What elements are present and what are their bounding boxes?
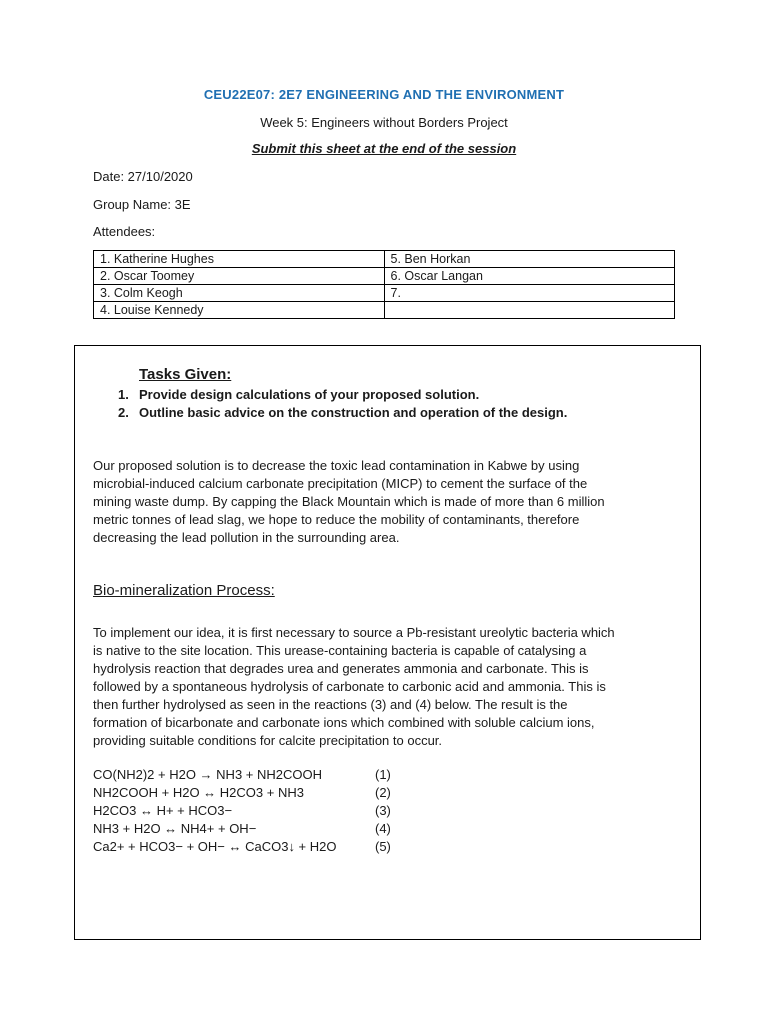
paragraph-line: providing suitable conditions for calcite precipitation to occur.	[93, 733, 443, 748]
biomineralization-heading: Bio-mineralization Process:	[93, 582, 275, 599]
paragraph-line: Our proposed solution is to decrease the toxic lead contamination in Kabwe by using	[93, 458, 580, 473]
table-row	[94, 302, 675, 319]
paragraph-line: decreasing the lead pollution in the surrounding area.	[93, 530, 400, 545]
attendee-cell	[384, 302, 675, 319]
attendee-cell: 1. Katherine Hughes	[94, 251, 385, 268]
equation-text: Ca2+ + HCO3− + OH− ↔ CaCO3↓ + H2O	[93, 839, 337, 854]
equation-text: NH3 + H2O ↔ NH4+ + OH−	[93, 821, 257, 836]
course-title: CEU22E07: 2E7 ENGINEERING AND THE ENVIRONMENT	[203, 87, 565, 102]
equation-number: (1)	[375, 767, 391, 782]
paragraph-line: metric tonnes of lead slag, we hope to reduce the mobility of contaminants, therefore	[93, 512, 580, 527]
equation-text: NH2COOH + H2O ↔ H2CO3 + NH3	[93, 785, 304, 800]
attendees-table	[93, 250, 675, 319]
equation-row	[93, 838, 413, 856]
equation-number: (4)	[375, 821, 391, 836]
week-subtitle: Week 5: Engineers without Borders Project	[260, 115, 508, 130]
attendee-cell: 3. Colm Keogh	[94, 285, 385, 302]
task-number: 2.	[118, 405, 129, 420]
paragraph-line: formation of bicarbonate and carbonate ions which combined with soluble calcium ions,	[93, 715, 595, 730]
task-text: Provide design calculations of your proposed solution.	[139, 387, 480, 402]
table-row	[94, 251, 675, 268]
paragraph-line: To implement our idea, it is first necessary to source a Pb-resistant ureolytic bacteria which	[93, 625, 615, 640]
attendee-cell: 4. Louise Kennedy	[94, 302, 385, 319]
paragraph-line: mining waste dump. By capping the Black Mountain which is made of more than 6 million	[93, 494, 605, 509]
task-text: Outline basic advice on the construction and operation of the design.	[139, 405, 568, 420]
attendee-cell: 2. Oscar Toomey	[94, 268, 385, 285]
equation-row	[93, 820, 413, 838]
table-row	[94, 268, 675, 285]
equation-row	[93, 766, 413, 784]
attendee-cell: 7.	[384, 285, 675, 302]
attendees-label: Attendees:	[93, 224, 156, 239]
equation-number: (2)	[375, 785, 391, 800]
group-name-field: Group Name: 3E	[93, 197, 191, 212]
equation-number: (5)	[375, 839, 391, 854]
equation-text: H2CO3 ↔ H+ + HCO3−	[93, 803, 233, 818]
list-item	[118, 404, 567, 422]
tasks-heading: Tasks Given:	[139, 366, 232, 383]
paragraph-line: microbial-induced calcium carbonate precipitation (MICP) to cement the surface of the	[93, 476, 588, 491]
solution-paragraph	[93, 457, 683, 547]
paragraph-line: then further hydrolysed as seen in the reactions (3) and (4) below. The result is the	[93, 697, 568, 712]
equation-number: (3)	[375, 803, 391, 818]
equation-row	[93, 802, 413, 820]
equation-text: CO(NH2)2 + H2O → NH3 + NH2COOH	[93, 767, 322, 782]
equation-row	[93, 784, 413, 802]
submit-instruction: Submit this sheet at the end of the session	[251, 141, 517, 156]
paragraph-line: followed by a spontaneous hydrolysis of carbonate to carbonic acid and ammonia. This is	[93, 679, 606, 694]
date-field: Date: 27/10/2020	[93, 169, 193, 184]
table-row	[94, 285, 675, 302]
attendee-cell: 5. Ben Horkan	[384, 251, 675, 268]
paragraph-line: is native to the site location. This urease-containing bacteria is capable of catalysing a	[93, 643, 587, 658]
equation-list	[93, 766, 413, 856]
list-item	[118, 386, 567, 404]
biomineralization-paragraph	[93, 624, 683, 750]
attendee-cell: 6. Oscar Langan	[384, 268, 675, 285]
task-number: 1.	[118, 387, 129, 402]
task-list	[118, 386, 567, 422]
paragraph-line: hydrolysis reaction that degrades urea and generates ammonia and carbonate. This is	[93, 661, 589, 676]
